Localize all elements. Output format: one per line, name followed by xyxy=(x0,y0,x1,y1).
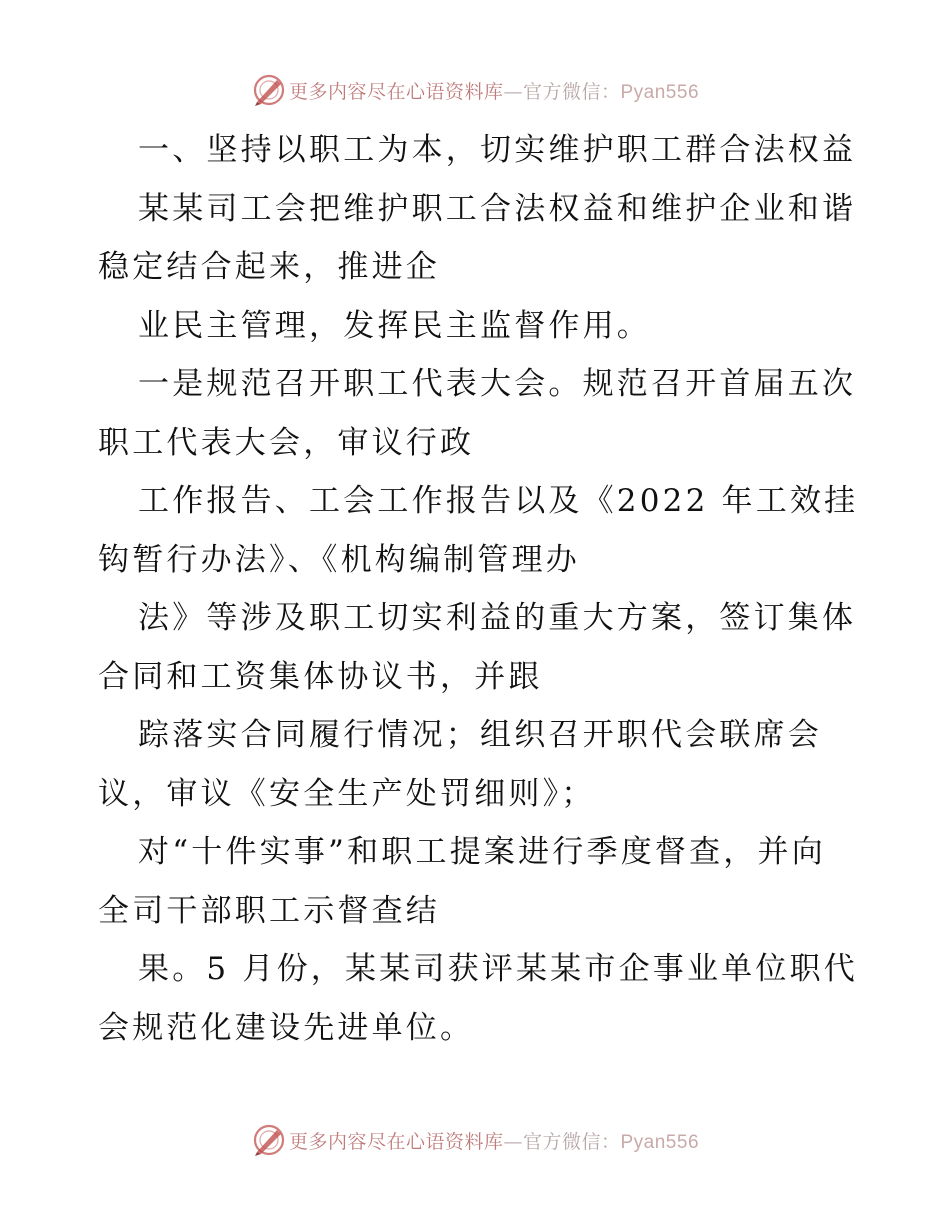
watermark-dash: — xyxy=(503,1130,523,1153)
watermark-text xyxy=(289,1127,699,1154)
body-line: 一是规范召开职工代表大会。规范召开首届五次 xyxy=(138,366,857,402)
watermark-wechat-label: 官方微信： xyxy=(522,1130,621,1153)
watermark-main: 更多内容尽在心语资料库 xyxy=(288,1130,504,1153)
header-watermark xyxy=(0,72,950,108)
watermark-dash: — xyxy=(503,80,523,103)
body-line: 对“十件实事”和职工提案进行季度督查，并向 xyxy=(138,834,826,870)
body-line: 踪落实合同履行情况；组织召开职代会联席会 xyxy=(138,717,822,753)
body-line: 稳定结合起来，推进企 xyxy=(98,249,440,285)
body-line: 会规范化建设先进单位。 xyxy=(98,1009,475,1046)
watermark-text xyxy=(289,77,699,104)
body-line: 全司干部职工示督查结 xyxy=(98,892,440,929)
body-line: 钩暂行办法》、《机构编制管理办 xyxy=(98,541,580,578)
pen-circle-logo-icon xyxy=(251,72,287,108)
body-line: 果。5 月份，某某司获评某某市企事业单位职代 xyxy=(138,951,858,987)
body-line: 业民主管理，发挥民主监督作用。 xyxy=(138,307,651,344)
body-line: 工作报告、工会工作报告以及《2022 年工效挂 xyxy=(138,483,859,519)
body-line: 法》等涉及职工切实利益的重大方案，签订集体 xyxy=(138,600,857,636)
watermark-wechat-label: 官方微信： xyxy=(522,80,621,103)
body-line: 一、坚持以职工为本，切实维护职工群合法权益 xyxy=(138,132,857,168)
pen-circle-logo-icon xyxy=(251,1122,287,1158)
watermark-wechat-id: Pyan556 xyxy=(620,81,700,103)
watermark-main: 更多内容尽在心语资料库 xyxy=(288,80,504,103)
footer-watermark xyxy=(0,1122,950,1158)
body-line: 职工代表大会，审议行政 xyxy=(98,424,475,461)
body-line: 合同和工资集体协议书，并跟 xyxy=(98,658,543,695)
document-body xyxy=(98,121,858,1057)
body-line: 议，审议《安全生产处罚细则》； xyxy=(98,775,596,812)
body-line: 某某司工会把维护职工合法权益和维护企业和谐 xyxy=(138,190,857,227)
watermark-wechat-id: Pyan556 xyxy=(620,1131,700,1153)
